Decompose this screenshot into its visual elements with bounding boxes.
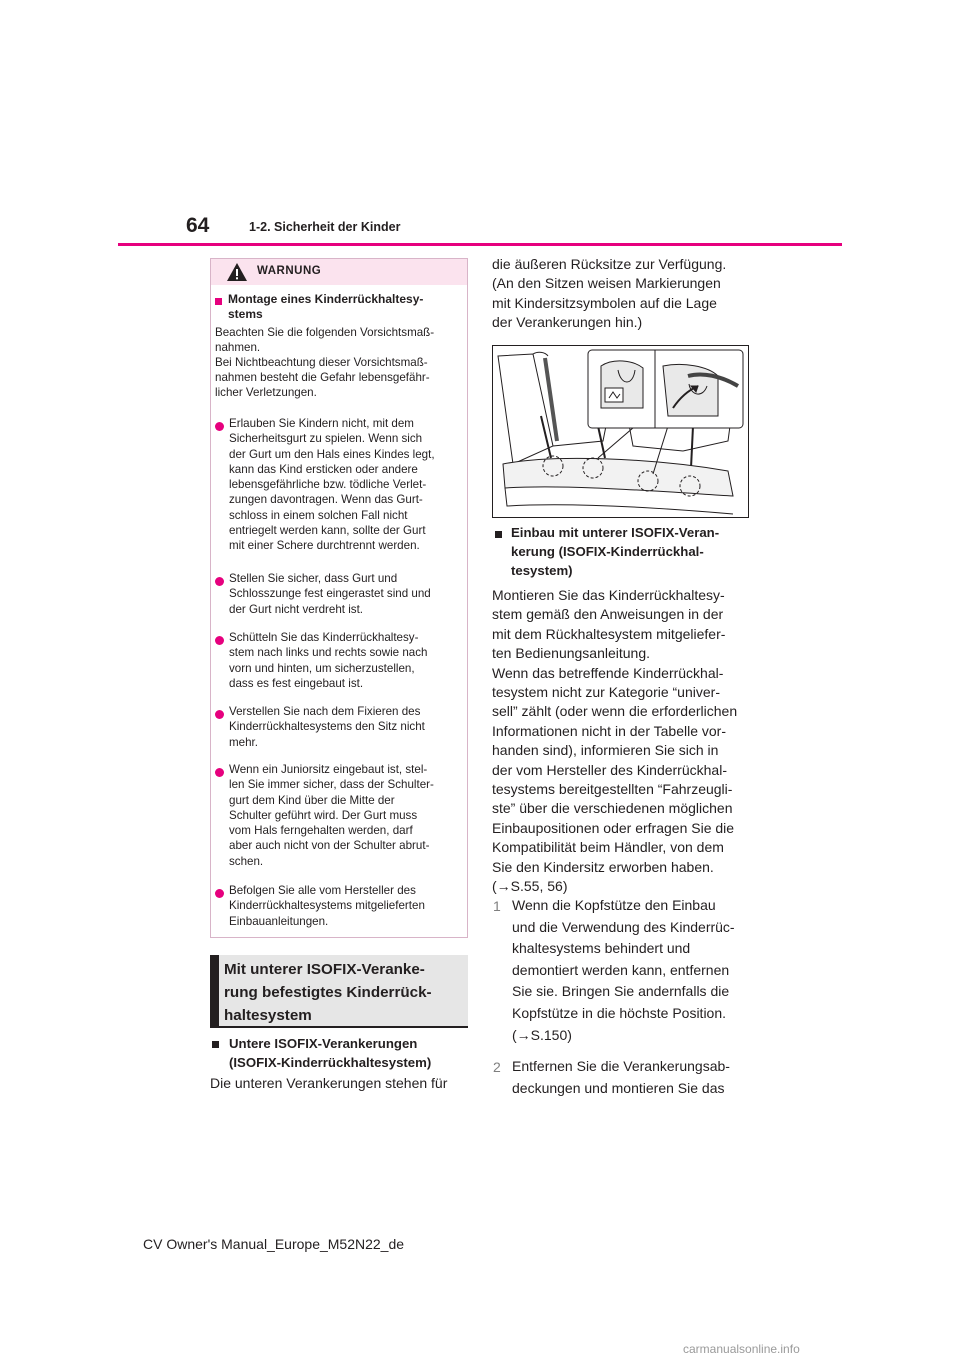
subheading-line: (ISOFIX-Kinderrückhaltesystem) bbox=[229, 1055, 432, 1070]
bullet-line: mehr. bbox=[229, 735, 258, 749]
intro-line: mit Kindersitzsymbolen auf die Lage bbox=[492, 294, 717, 311]
step-line: Entfernen Sie die Verankerungsab- bbox=[512, 1058, 730, 1074]
bullet-line: der Gurt um den Hals eines Kindes legt, bbox=[229, 447, 435, 461]
warning-intro-line: nahmen. bbox=[215, 341, 261, 354]
body-line: ten Bedienungsanleitung. bbox=[492, 645, 651, 662]
right-subheading bbox=[511, 523, 719, 580]
bullet-line: Schütteln Sie das Kinderrückhaltesy- bbox=[229, 631, 419, 644]
body-line: Einbaupositionen oder erfragen Sie die bbox=[492, 819, 735, 836]
warning-bullet-3 bbox=[229, 630, 459, 691]
body-line: Montieren Sie das Kinderrückhaltesy- bbox=[492, 587, 725, 603]
warning-bullet-6 bbox=[229, 883, 459, 929]
warning-triangle-icon bbox=[226, 262, 248, 282]
bullet-line: Befolgen Sie alle vom Hersteller des bbox=[229, 884, 416, 897]
bullet-line: der Gurt nicht verdreht ist. bbox=[229, 602, 364, 616]
left-body-text: Die unteren Verankerungen stehen für bbox=[210, 1075, 448, 1091]
left-subheading bbox=[229, 1034, 431, 1072]
subheading-marker bbox=[495, 531, 502, 538]
section-heading-line: Mit unterer ISOFIX-Veranke- bbox=[224, 961, 425, 978]
isofix-anchor-illustration bbox=[492, 345, 749, 518]
section-heading-line: haltesystem bbox=[224, 1007, 312, 1024]
page-number: 64 bbox=[186, 214, 210, 237]
subheading-line: tesystem) bbox=[511, 563, 573, 578]
body-line: mit dem Rückhaltesystem mitgeliefer- bbox=[492, 625, 726, 642]
step-line: Wenn die Kopfstütze den Einbau bbox=[512, 897, 716, 913]
warning-intro-line: nahmen besteht die Gefahr lebensgefähr- bbox=[215, 371, 430, 384]
header-rule bbox=[118, 243, 842, 246]
bullet-dot bbox=[215, 768, 224, 777]
bullet-line: vom Hals ferngehalten werden, darf bbox=[229, 824, 413, 838]
bullet-line: lebensgefährliche bzw. tödliche Verlet- bbox=[229, 478, 427, 492]
bullet-line: Wenn ein Juniorsitz eingebaut ist, stel- bbox=[229, 763, 428, 776]
bullet-line: mit einer Schere durchtrennt werden. bbox=[229, 539, 420, 553]
bullet-dot bbox=[215, 636, 224, 645]
bullet-line: Kinderrückhaltesystems den Sitz nicht bbox=[229, 720, 425, 734]
warning-title: WARNUNG bbox=[257, 265, 322, 277]
step-line: Sie sie. Bringen Sie andernfalls die bbox=[512, 983, 730, 1000]
body-line: tesystems bereitgestellten “Fahrzeugli- bbox=[492, 781, 733, 798]
step-2-text bbox=[512, 1056, 730, 1099]
step-line: (→S.150) bbox=[512, 1026, 572, 1043]
step-line: und die Verwendung des Kinderrüc- bbox=[512, 918, 735, 935]
section-title: 1-2. Sicherheit der Kinder bbox=[249, 220, 401, 234]
step-number: 2 bbox=[493, 1059, 501, 1075]
section-heading-line: rung befestigtes Kinderrück- bbox=[224, 984, 432, 1001]
watermark-text: carmanualsonline.info bbox=[683, 1342, 800, 1356]
bullet-dot bbox=[215, 889, 224, 898]
intro-line: der Verankerungen hin.) bbox=[492, 314, 643, 331]
warning-heading-marker bbox=[215, 298, 222, 305]
section-heading-bar bbox=[210, 955, 219, 1027]
body-line: stem gemäß den Anweisungen in der bbox=[492, 606, 724, 623]
intro-line: die äußeren Rücksitze zur Verfügung. bbox=[492, 256, 727, 272]
step-line: deckungen und montieren Sie das bbox=[512, 1079, 725, 1096]
warning-bullet-5 bbox=[229, 762, 459, 869]
bullet-line: entriegelt werden kann, sollte der Gurt bbox=[229, 524, 426, 538]
warning-heading-line2: stems bbox=[228, 307, 263, 321]
body-line: ste” über die verschiedenen möglichen bbox=[492, 800, 733, 817]
bullet-line: Erlauben Sie Kindern nicht, mit dem bbox=[229, 417, 414, 430]
subheading-line: Untere ISOFIX-Verankerungen bbox=[229, 1036, 418, 1051]
step-number: 1 bbox=[493, 898, 501, 914]
bullet-dot bbox=[215, 710, 224, 719]
warning-bullet-2 bbox=[229, 571, 459, 617]
bullet-line: kann das Kind ersticken oder andere bbox=[229, 462, 418, 476]
bullet-line: stem nach links und rechts sowie nach bbox=[229, 646, 428, 660]
step-line: Kopfstütze in die höchste Position. bbox=[512, 1004, 727, 1021]
bullet-line: vorn und hinten, um sicherzustellen, bbox=[229, 661, 415, 675]
bullet-dot bbox=[215, 577, 224, 586]
bullet-line: Schulter geführt wird. Der Gurt muss bbox=[229, 808, 418, 822]
body-line: sell” zählt (oder wenn die erforderlichen bbox=[492, 703, 738, 720]
bullet-line: Sicherheitsgurt zu spielen. Wenn sich bbox=[229, 432, 423, 446]
bullet-line: dass es fest eingebaut ist. bbox=[229, 676, 364, 690]
bullet-dot bbox=[215, 422, 224, 431]
body-line: tesystem nicht zur Kategorie “univer- bbox=[492, 684, 720, 701]
footer-text: CV Owner's Manual_Europe_M52N22_de bbox=[143, 1236, 405, 1252]
warning-bullet-4 bbox=[229, 704, 459, 750]
bullet-line: aber auch nicht von der Schulter abrut- bbox=[229, 839, 430, 853]
intro-line: (An den Sitzen weisen Markierungen bbox=[492, 275, 721, 292]
subheading-line: Einbau mit unterer ISOFIX-Veran- bbox=[511, 525, 720, 540]
bullet-line: len Sie immer sicher, dass der Schulter- bbox=[229, 778, 434, 792]
subheading-marker bbox=[212, 1041, 219, 1048]
step-line: demontiert werden kann, entfernen bbox=[512, 961, 730, 978]
body-line: Kompatibilität beim Händler, von dem bbox=[492, 839, 724, 856]
bullet-line: Einbauanleitungen. bbox=[229, 914, 329, 928]
warning-heading-line1: Montage eines Kinderrückhaltesy- bbox=[228, 292, 424, 306]
bullet-line: schloss in einem solchen Fall nicht bbox=[229, 508, 408, 522]
bullet-line: Stellen Sie sicher, dass Gurt und bbox=[229, 572, 398, 585]
warning-header bbox=[211, 259, 467, 285]
bullet-line: gurt dem Kind über die Mitte der bbox=[229, 793, 395, 807]
warning-intro-line: Bei Nichtbeachtung dieser Vorsichtsmaß- bbox=[215, 356, 428, 369]
body-line: (→S.55, 56) bbox=[492, 878, 568, 895]
section-heading-title bbox=[224, 958, 464, 1027]
bullet-line: Kinderrückhaltesystems mitgelieferten bbox=[229, 899, 425, 913]
bullet-line: Verstellen Sie nach dem Fixieren des bbox=[229, 705, 421, 718]
warning-bullet-1 bbox=[229, 416, 459, 554]
right-body bbox=[492, 586, 737, 897]
step-1-text bbox=[512, 895, 735, 1046]
rear-seat-illustration bbox=[493, 346, 748, 517]
body-line: der vom Hersteller des Kinderrückhal- bbox=[492, 761, 727, 778]
step-line: khaltesystems behindert und bbox=[512, 940, 691, 957]
subheading-line: kerung (ISOFIX-Kinderrückhal- bbox=[511, 544, 704, 559]
body-line: Wenn das betreffende Kinderrückhal- bbox=[492, 664, 724, 681]
body-line: handen sind), informieren Sie sich in bbox=[492, 742, 719, 759]
bullet-line: zungen davontragen. Wenn das Gurt- bbox=[229, 493, 423, 507]
warning-intro-line: Beachten Sie die folgenden Vorsichtsmaß- bbox=[215, 326, 435, 339]
bullet-line: Schlosszunge fest eingerastet sind und bbox=[229, 587, 431, 601]
bullet-line: schen. bbox=[229, 854, 264, 868]
body-line: Informationen nicht in der Tabelle vor- bbox=[492, 722, 726, 739]
right-intro bbox=[492, 255, 726, 333]
body-line: Sie den Kindersitz erworben haben. bbox=[492, 858, 714, 875]
warning-intro-line: licher Verletzungen. bbox=[215, 386, 317, 399]
